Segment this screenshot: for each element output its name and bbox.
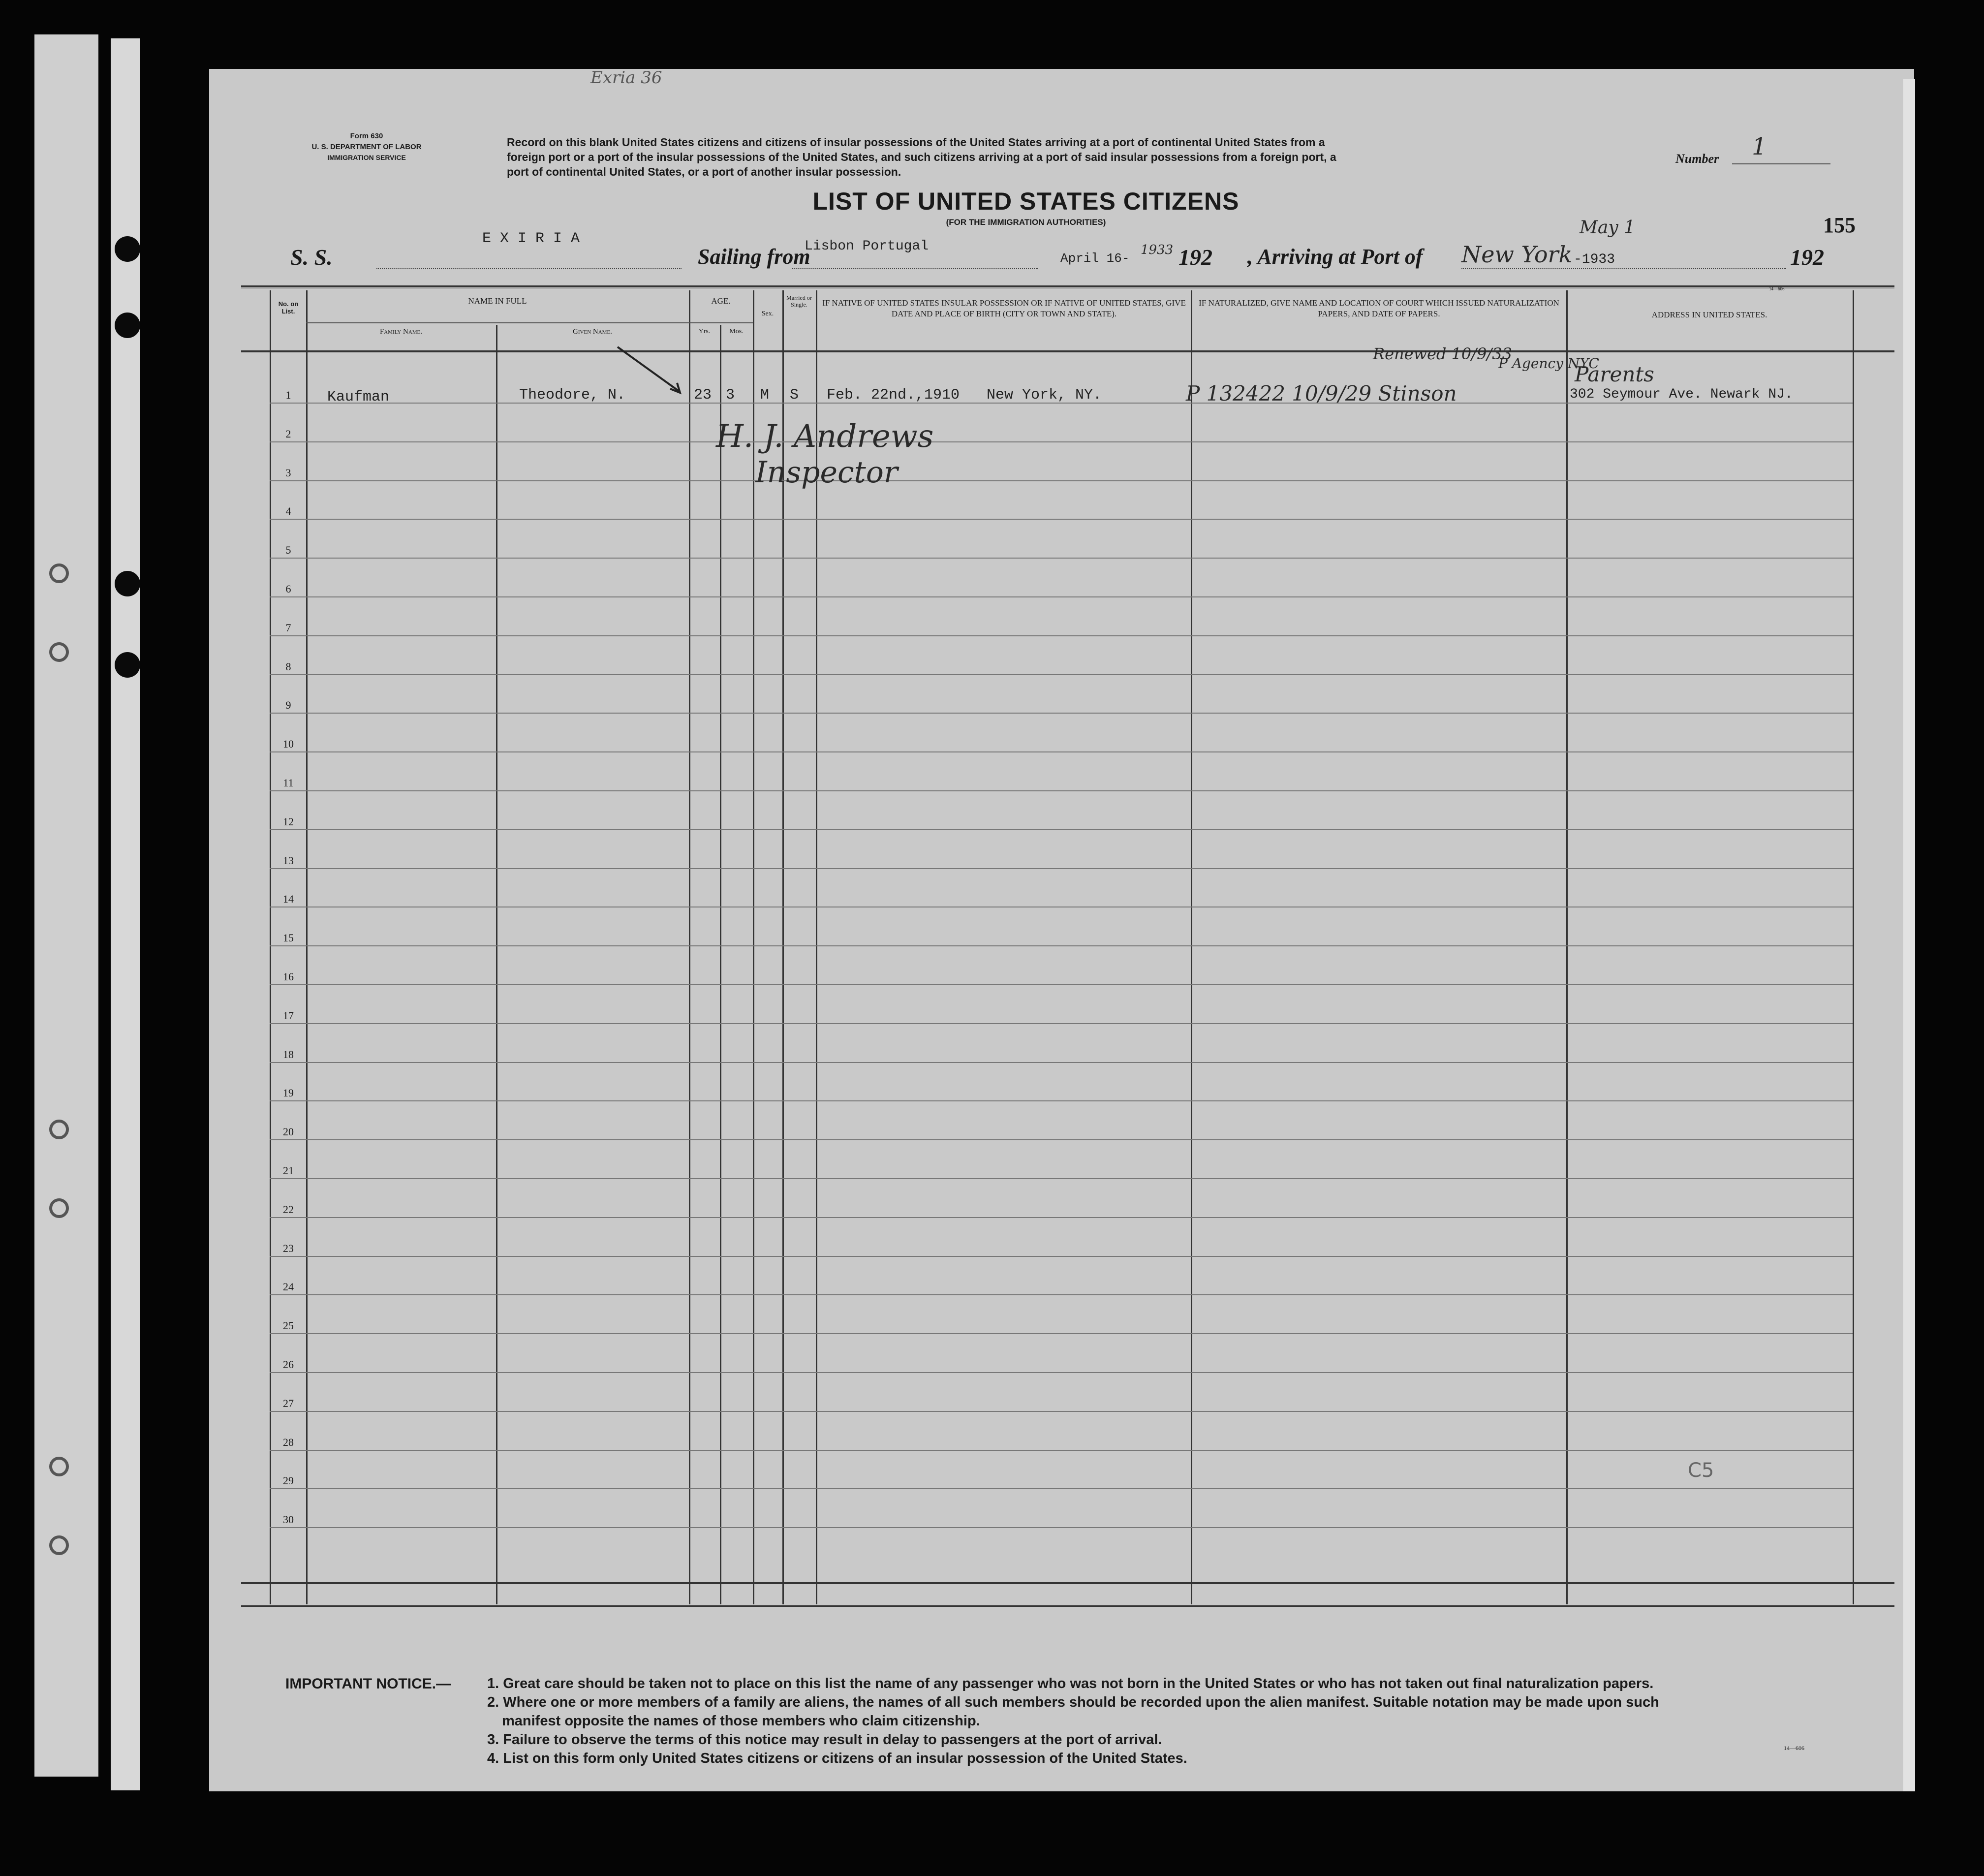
inspector-title: Inspector xyxy=(755,455,898,490)
col-rule xyxy=(1191,290,1192,1604)
row-number: 8 xyxy=(285,660,291,673)
page-edge xyxy=(1903,79,1915,1791)
table-row xyxy=(270,868,1853,869)
instruction-line-1: Record on this blank United States citizens and citizens of insular possessions of the United States arriving at a port of continental United States from a xyxy=(507,136,1325,149)
table-row xyxy=(270,1450,1853,1451)
entry-agency: P Agency NYC xyxy=(1498,355,1599,372)
row-number: 4 xyxy=(285,505,291,517)
col-header-married: Married or Single. xyxy=(786,294,812,308)
row-number: 15 xyxy=(283,932,294,944)
row-number: 5 xyxy=(285,544,291,556)
table-row xyxy=(270,1411,1853,1412)
top-handwritten-note: Exria 36 xyxy=(590,68,662,88)
page-number: 155 xyxy=(1823,213,1856,237)
entry-married: S xyxy=(790,387,799,404)
table-header-rule xyxy=(241,350,1894,352)
sailing-line xyxy=(792,268,1038,270)
entry-address: 302 Seymour Ave. Newark NJ. xyxy=(1570,387,1793,402)
col-rule xyxy=(720,325,721,1604)
name-group-rule xyxy=(306,322,753,323)
row-number: 20 xyxy=(283,1126,294,1138)
row-number: 1 xyxy=(285,389,291,401)
table-row xyxy=(270,790,1853,791)
form-number: Form 630 xyxy=(350,132,383,140)
punch-hole xyxy=(49,1535,69,1555)
entry-sex: M xyxy=(760,387,770,404)
number-label: Number xyxy=(1675,152,1719,166)
row-number: 28 xyxy=(283,1436,294,1448)
instruction-line-3: port of continental United States, or a port of another insular possession. xyxy=(507,165,901,178)
entry-naturalization: P 132422 10/9/29 Stinson xyxy=(1186,381,1457,406)
col-header-given: Given Name. xyxy=(573,328,612,336)
table-row xyxy=(270,674,1853,675)
arriving-label: , Arriving at Port of xyxy=(1247,245,1423,269)
row-number: 6 xyxy=(285,583,291,595)
col-rule xyxy=(496,325,497,1604)
col-header-family: Family Name. xyxy=(379,328,423,336)
col-header-mos: Mos. xyxy=(729,328,744,335)
table-bottom-rule xyxy=(241,1582,1894,1584)
notice-code: 14—606 xyxy=(1784,1745,1804,1751)
col-header-yrs: Yrs. xyxy=(698,328,711,335)
table-row xyxy=(270,1256,1853,1257)
year-print: 192 xyxy=(1178,245,1212,270)
row-number: 7 xyxy=(285,622,291,634)
table-row xyxy=(270,713,1853,714)
punch-hole xyxy=(49,563,69,583)
notice-item-1: 1. Great care should be taken not to place on this list the name of any passenger who was not born in the United States or who has not taken out final naturalization papers. xyxy=(487,1676,1654,1691)
row-number: 27 xyxy=(283,1397,294,1409)
number-line xyxy=(1732,163,1830,164)
row-number: 11 xyxy=(283,777,294,789)
arrow-mark xyxy=(615,344,689,399)
row-number: 16 xyxy=(283,970,294,983)
row-number: 24 xyxy=(283,1281,294,1293)
row-number: 30 xyxy=(283,1513,294,1526)
row-number: 23 xyxy=(283,1242,294,1254)
notice-item-2a: 2. Where one or more members of a family are aliens, the names of all such members should be recorded upon the alien manifest. Suitable notation may be made upon such xyxy=(487,1694,1659,1710)
sailing-label: Sailing from xyxy=(698,245,810,269)
table-row xyxy=(270,1178,1853,1179)
col-rule xyxy=(1566,290,1568,1604)
notice-item-3: 3. Failure to observe the terms of this notice may result in delay to passengers at the port of arrival. xyxy=(487,1732,1162,1748)
table-row xyxy=(270,1100,1853,1101)
arrival-year: -1933 xyxy=(1574,252,1615,267)
row-number: 21 xyxy=(283,1164,294,1177)
table-row xyxy=(270,1527,1853,1528)
depart-date: April 16- xyxy=(1060,251,1130,266)
notice-heading: IMPORTANT NOTICE.— xyxy=(285,1676,451,1692)
page-subtitle: (FOR THE IMMIGRATION AUTHORITIES) xyxy=(946,218,1106,227)
row-number: 29 xyxy=(283,1474,294,1487)
row-number: 26 xyxy=(283,1358,294,1371)
row-number: 10 xyxy=(283,738,294,750)
arrival-port: New York xyxy=(1461,241,1573,268)
row-number: 12 xyxy=(283,815,294,828)
punch-hole xyxy=(49,1457,69,1476)
punch-hole xyxy=(49,1198,69,1218)
table-row xyxy=(270,1023,1853,1024)
table-row xyxy=(270,1217,1853,1218)
table-bottom-rule-2 xyxy=(241,1605,1894,1607)
instruction-line-2: foreign port or a port of the insular possessions of the United States, and such citizens arriving at a port of said insular possessions from a foreign port, a xyxy=(507,151,1336,163)
number-value: 1 xyxy=(1752,133,1767,160)
entry-renewed: Renewed 10/9/33 xyxy=(1373,344,1512,363)
table-row xyxy=(270,635,1853,636)
table-row xyxy=(270,1139,1853,1140)
entry-birth-place: New York, NY. xyxy=(987,387,1102,404)
table-row xyxy=(270,829,1853,830)
col-header-naturalized: IF NATURALIZED, GIVE NAME AND LOCATION OF COURT WHICH ISSUED NATURALIZATION PAPERS, AND DATE OF PAPERS. xyxy=(1199,298,1559,318)
service-label: IMMIGRATION SERVICE xyxy=(327,154,406,161)
punch-hole xyxy=(49,642,69,662)
col-rule xyxy=(306,290,308,1604)
entry-birth-date: Feb. 22nd.,1910 xyxy=(827,387,960,404)
col-rule xyxy=(270,290,271,1604)
col-rule xyxy=(689,290,690,1604)
table-row xyxy=(270,480,1853,481)
table-row xyxy=(270,519,1853,520)
row-number: 2 xyxy=(285,428,291,440)
year-print-2: 192 xyxy=(1790,245,1824,270)
entry-family-name: Kaufman xyxy=(327,389,390,406)
ss-label: S. S. xyxy=(290,245,333,270)
page-title: LIST OF UNITED STATES CITIZENS xyxy=(812,188,1240,215)
department-label: U. S. DEPARTMENT OF LABOR xyxy=(311,143,422,151)
col-header-age: AGE. xyxy=(711,296,731,306)
col-header-no: No. on List. xyxy=(278,300,299,315)
punch-hole xyxy=(49,1120,69,1139)
punch-hole xyxy=(115,571,140,596)
table-top-rule xyxy=(241,285,1894,287)
col-rule xyxy=(1853,290,1854,1604)
col-header-sex: Sex. xyxy=(761,310,774,317)
entry-address-note: Parents xyxy=(1575,362,1654,386)
binder-strip-right xyxy=(111,38,140,1790)
table-row xyxy=(270,1062,1853,1063)
col-header-address: ADDRESS IN UNITED STATES. xyxy=(1651,310,1767,319)
punch-hole xyxy=(115,652,140,678)
age-group-rule xyxy=(689,322,753,323)
row-number: 13 xyxy=(283,854,294,867)
table-row xyxy=(270,984,1853,985)
depart-year: 1933 xyxy=(1141,243,1174,257)
table-row xyxy=(270,558,1853,559)
binder-strip-left xyxy=(34,34,98,1777)
print-code: 14—606 xyxy=(1769,286,1785,291)
inspector-signature: H. J. Andrews xyxy=(716,418,934,455)
row-number: 14 xyxy=(283,893,294,905)
table-row xyxy=(270,945,1853,946)
row-number: 17 xyxy=(283,1009,294,1022)
margin-mark: C5 xyxy=(1688,1459,1714,1482)
row-number: 19 xyxy=(283,1087,294,1099)
ship-name: E X I R I A xyxy=(482,230,580,247)
col-header-name: NAME IN FULL xyxy=(468,296,527,306)
punch-hole xyxy=(115,236,140,262)
ship-line xyxy=(376,268,682,270)
row-number: 3 xyxy=(285,467,291,479)
manifest-page xyxy=(209,69,1914,1791)
col-header-birth: IF NATIVE OF UNITED STATES INSULAR POSSESSION OR IF NATIVE OF UNITED STATES, GIVE DATE AND PLACE OF BIRTH (CITY OR TOWN AND STATE). xyxy=(822,298,1186,318)
col-rule xyxy=(753,290,754,1604)
table-row xyxy=(270,1294,1853,1295)
table-row xyxy=(270,441,1853,442)
arrival-line xyxy=(1461,268,1786,270)
table-row xyxy=(270,751,1853,752)
entry-given-name: Theodore, N. xyxy=(519,387,626,404)
row-number: 18 xyxy=(283,1048,294,1061)
sailing-from: Lisbon Portugal xyxy=(805,239,929,254)
punch-hole xyxy=(115,313,140,338)
entry-age-months: 3 xyxy=(726,387,735,404)
notice-item-2b: manifest opposite the names of those members who claim citizenship. xyxy=(502,1713,980,1729)
table-row xyxy=(270,1333,1853,1334)
row-number: 22 xyxy=(283,1203,294,1216)
table-row xyxy=(270,1372,1853,1373)
arrival-date: May 1 xyxy=(1580,218,1636,238)
row-number: 9 xyxy=(285,699,291,711)
table-row xyxy=(270,1488,1853,1489)
row-number: 25 xyxy=(283,1319,294,1332)
table-row xyxy=(270,596,1853,597)
notice-item-4: 4. List on this form only United States citizens or citizens of an insular possession of the United States. xyxy=(487,1751,1187,1766)
entry-age-years: 23 xyxy=(694,387,712,404)
